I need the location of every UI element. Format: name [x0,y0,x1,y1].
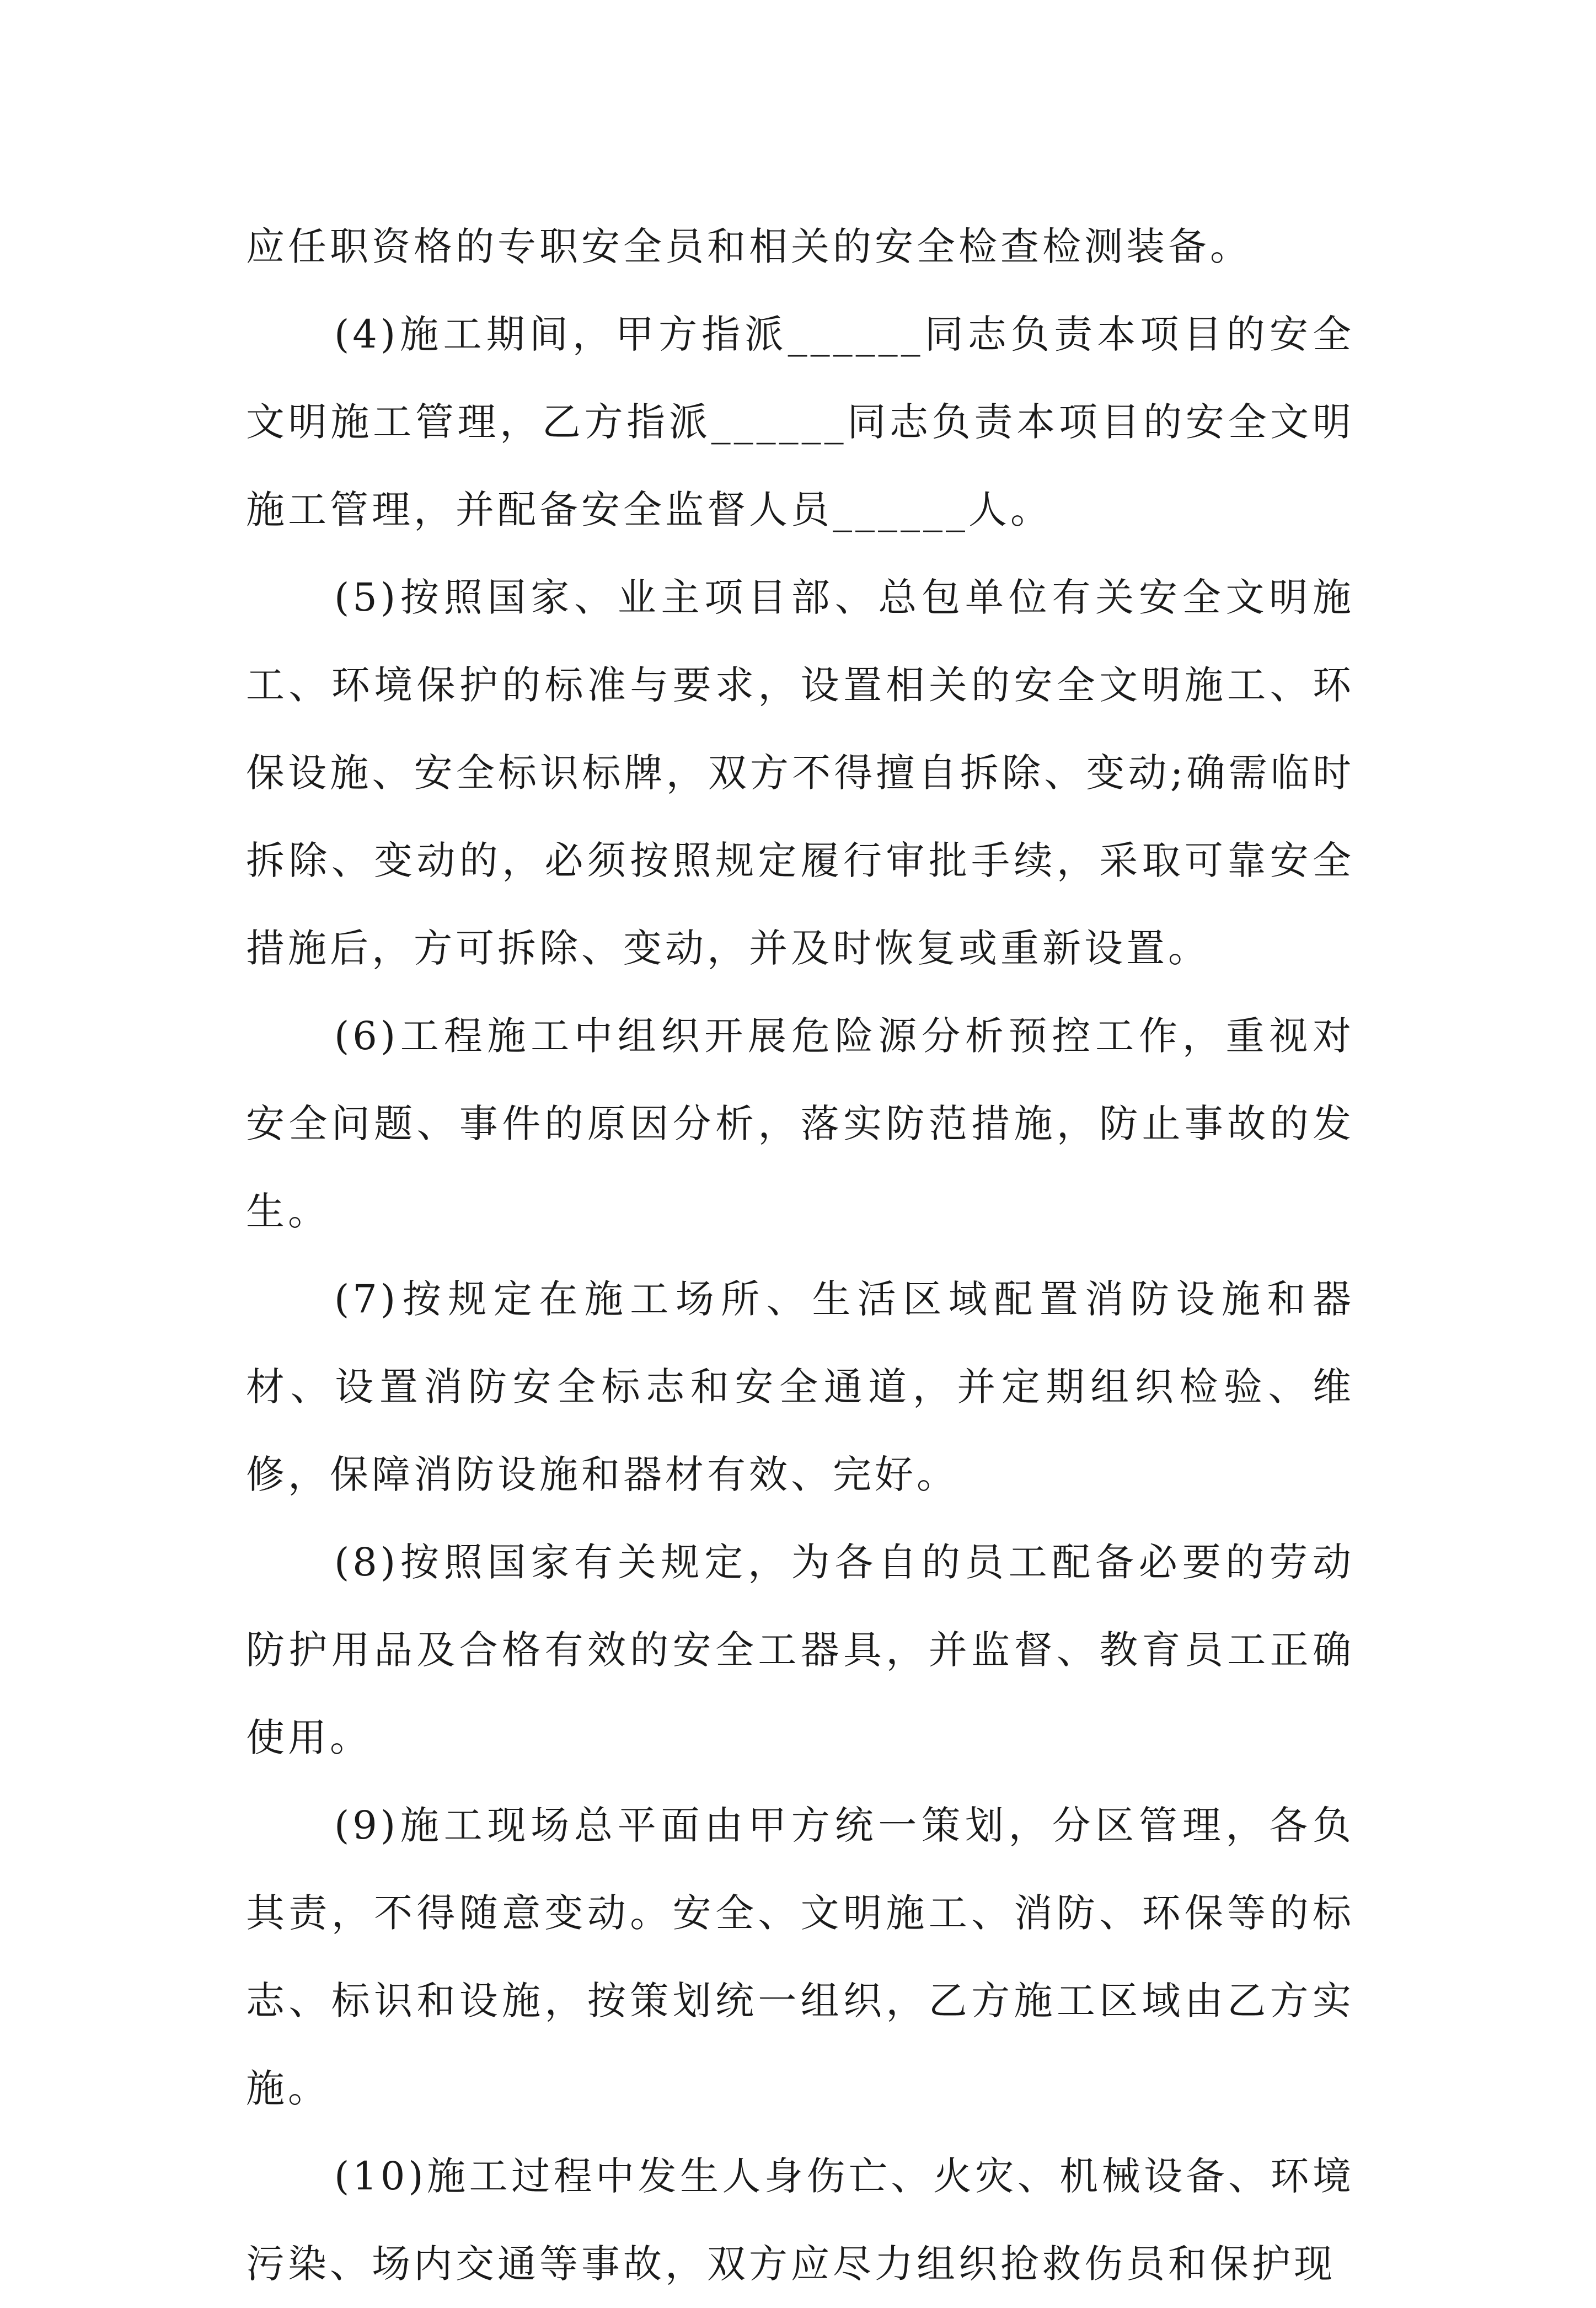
paragraph-item-9: (9)施工现场总平面由甲方统一策划，分区管理，各负其责，不得随意变动。安全、文明施工、消防、环保等的标志、标识和设施，按策划统一组织，乙方施工区域由乙方实施。 [246,1803,1354,2111]
paragraph-item-6: (6)工程施工中组织开展危险源分析预控工作，重视对安全问题、事件的原因分析，落实防范措施，防止事故的发生。 [246,1013,1354,1234]
paragraph-item-5: (5)按照国家、业主项目部、总包单位有关安全文明施工、环境保护的标准与要求，设置相关的安全文明施工、环保设施、安全标识标牌，双方不得擅自拆除、变动;确需临时拆除、变动的，必须按照规定履行审批手续，采取可靠安全措施后，方可拆除、变动，并及时恢复或重新设置。 [246,575,1354,971]
document-body [246,203,1354,2308]
paragraph-item-4: (4)施工期间，甲方指派______同志负责本项目的安全文明施工管理，乙方指派______同志负责本项目的安全文明施工管理，并配备安全监督人员______人。 [246,312,1354,532]
paragraph-item-7: (7)按规定在施工场所、生活区域配置消防设施和器材、设置消防安全标志和安全通道，并定期组织检验、维修，保障消防设施和器材有效、完好。 [246,1276,1354,1497]
paragraph-item-10: (10)施工过程中发生人身伤亡、火灾、机械设备、环境污染、场内交通等事故，双方应尽力组织抢救伤员和保护现 [246,2154,1354,2286]
paragraph-item-8: (8)按照国家有关规定，为各自的员工配备必要的劳动防护用品及合格有效的安全工器具，并监督、教育员工正确使用。 [246,1540,1354,1760]
paragraph-continuation: 应任职资格的专职安全员和相关的安全检查检测装备。 [246,224,1252,269]
